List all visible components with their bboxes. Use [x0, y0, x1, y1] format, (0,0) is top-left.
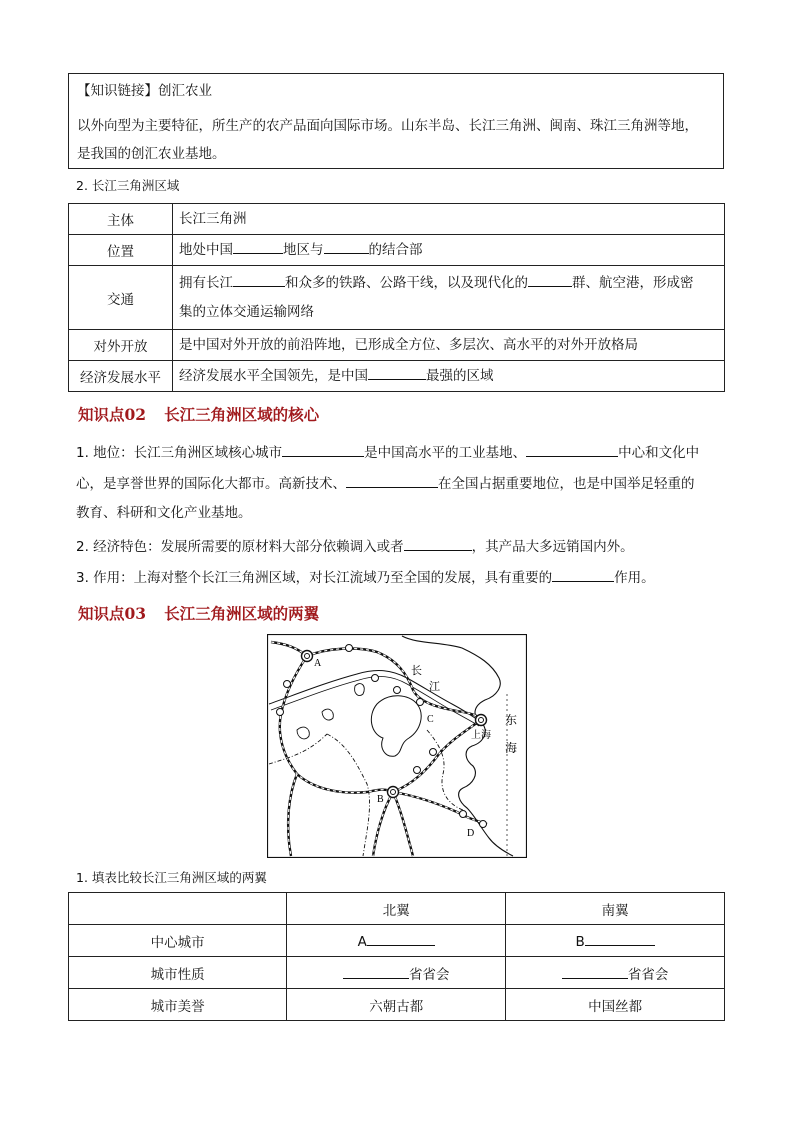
- city-dot: [346, 645, 353, 652]
- city-d: [480, 821, 487, 828]
- cell-text: 省省会: [409, 966, 450, 983]
- kp02-title: 长江三角洲区域的核心: [164, 405, 320, 424]
- knowledge-box-line2: 是我国的创汇农业基地。: [77, 146, 226, 162]
- table-row: [69, 266, 725, 330]
- city-dot: [277, 709, 284, 716]
- city-dot: [372, 675, 379, 682]
- fill-blank[interactable]: [368, 366, 426, 380]
- kp02-p1-line2: [76, 474, 695, 492]
- row-value-opening: [173, 330, 725, 361]
- kp02-p2: [76, 537, 634, 555]
- fill-blank[interactable]: [404, 537, 472, 551]
- para-text: 是中国高水平的工业基地、: [364, 445, 527, 461]
- knowledge-box-title: 【知识链接】创汇农业: [77, 83, 212, 99]
- fill-blank[interactable]: [552, 568, 614, 582]
- para-text: 在全国占据重要地位，也是中国举足轻重的: [438, 476, 695, 492]
- north-city-nature: [287, 957, 506, 989]
- row-label-location: 位置: [69, 235, 173, 266]
- fill-blank[interactable]: [562, 965, 628, 979]
- south-center-city: [506, 925, 725, 957]
- cell-text: 是中国对外开放的前沿阵地，已形成全方位、多层次、高水平的对外开放格局: [179, 336, 638, 353]
- knowledge-box-line1: 以外向型为主要特征，所生产的农产品面向国际市场。山东半岛、长江三角洲、闽南、珠江三角洲等地，: [77, 118, 698, 134]
- cell-text: 省省会: [627, 966, 669, 983]
- table-row: [69, 235, 725, 266]
- row-value-transport: [173, 266, 725, 330]
- map-frame: [268, 635, 527, 858]
- table-row: [69, 925, 725, 957]
- row-label: 中心城市: [69, 925, 287, 957]
- row-label-transport: 交通: [69, 266, 173, 330]
- kp02-p1-line1: [76, 443, 699, 461]
- row-label: 城市性质: [69, 957, 287, 989]
- map-label-c: C: [427, 714, 434, 725]
- section2-heading: 2. 长江三角洲区域: [76, 178, 180, 193]
- map-drawing: [267, 634, 527, 858]
- city-c: [417, 699, 424, 706]
- row-label-main: 主体: [69, 204, 173, 235]
- row-value-location: [173, 235, 725, 266]
- fill-blank[interactable]: [233, 240, 283, 254]
- fill-blank[interactable]: [367, 932, 435, 946]
- cell-text: 地区与: [283, 241, 324, 258]
- south-city-fame: 中国丝都: [506, 989, 725, 1021]
- para-text: 心，是享誉世界的国际化大都市。高新技术、: [76, 476, 346, 492]
- header-empty: [69, 893, 287, 925]
- map-label-jiang: 江: [429, 680, 440, 693]
- row-label: 城市美誉: [69, 989, 287, 1021]
- cell-text: 拥有长江: [179, 274, 233, 291]
- table-row: [69, 204, 725, 235]
- row-label-economy: 经济发展水平: [69, 361, 173, 392]
- two-wings-table: [68, 892, 725, 1021]
- fill-blank[interactable]: [346, 474, 438, 488]
- city-dot: [414, 767, 421, 774]
- header-north: 北翼: [287, 893, 506, 925]
- kp03-title: 长江三角洲区域的两翼: [164, 604, 320, 623]
- yangtze-delta-map: [267, 634, 527, 858]
- cell-text: 地处中国: [179, 241, 233, 258]
- city-dot: [430, 749, 437, 756]
- north-center-city: [287, 925, 506, 957]
- para-text: 2. 经济特色：发展所需要的原材料大部分依赖调入或者: [76, 539, 404, 555]
- cell-text: 最强的区域: [426, 367, 494, 384]
- table-row: [69, 361, 725, 392]
- row-value-main: [173, 204, 725, 235]
- map-label-b: B: [377, 794, 384, 805]
- row-label-opening: 对外开放: [69, 330, 173, 361]
- city-dot: [394, 687, 401, 694]
- table-header-row: [69, 893, 725, 925]
- city-shanghai-inner: [479, 718, 484, 723]
- south-city-nature: [506, 957, 725, 989]
- kp02-p1-line3: 教育、科研和文化产业基地。: [76, 505, 252, 521]
- table-row: [69, 989, 725, 1021]
- para-text: ，其产品大多远销国内外。: [471, 539, 634, 555]
- north-city-fame: 六朝古都: [287, 989, 506, 1021]
- kp03-label: 知识点03: [78, 604, 147, 623]
- kp03-heading: [78, 602, 319, 624]
- row-value-economy: [173, 361, 725, 392]
- cell-text: 群、航空港，形成密: [572, 274, 694, 291]
- kp02-p3: [76, 568, 655, 586]
- table-row: [69, 330, 725, 361]
- map-label-chang: 长: [411, 664, 422, 677]
- map-label-a: A: [314, 658, 322, 669]
- fill-blank[interactable]: [585, 932, 655, 946]
- table2-caption: 1. 填表比较长江三角洲区域的两翼: [76, 870, 267, 885]
- city-dot: [284, 681, 291, 688]
- fill-blank[interactable]: [343, 965, 409, 979]
- map-label-shanghai: 上海: [471, 730, 491, 741]
- city-dot: [460, 811, 467, 818]
- city-a-inner: [305, 654, 310, 659]
- cell-text: 和众多的铁路、公路干线，以及现代化的: [285, 274, 528, 291]
- cell-text: 的结合部: [368, 241, 423, 258]
- para-text: 中心和文化中: [618, 445, 700, 461]
- para-text: 作用。: [614, 570, 655, 586]
- fill-blank[interactable]: [324, 240, 369, 254]
- kp02-heading: [78, 403, 319, 425]
- map-label-hai: 海: [505, 741, 518, 755]
- fill-blank[interactable]: [282, 443, 364, 457]
- cell-text: 集的立体交通运输网络: [179, 303, 314, 320]
- kp02-label: 知识点02: [78, 405, 147, 424]
- header-south: 南翼: [506, 893, 725, 925]
- cell-text: 长江三角洲: [179, 210, 247, 227]
- para-text: 1. 地位：长江三角洲区域核心城市: [76, 445, 283, 461]
- para-text: 3. 作用：上海对整个长江三角洲区域，对长江流域乃至全国的发展，具有重要的: [76, 570, 553, 586]
- map-label-dong: 东: [505, 713, 518, 727]
- knowledge-link-box: [68, 73, 724, 169]
- fill-blank[interactable]: [526, 443, 618, 457]
- yangtze-delta-table: [68, 203, 725, 392]
- fill-blank[interactable]: [528, 273, 572, 287]
- cell-text: A: [357, 933, 367, 950]
- fill-blank[interactable]: [233, 273, 285, 287]
- city-b-inner: [391, 790, 396, 795]
- cell-text: B: [575, 933, 585, 950]
- map-label-d: D: [467, 828, 475, 839]
- cell-text: 经济发展水平全国领先，是中国: [179, 367, 368, 384]
- table-row: [69, 957, 725, 989]
